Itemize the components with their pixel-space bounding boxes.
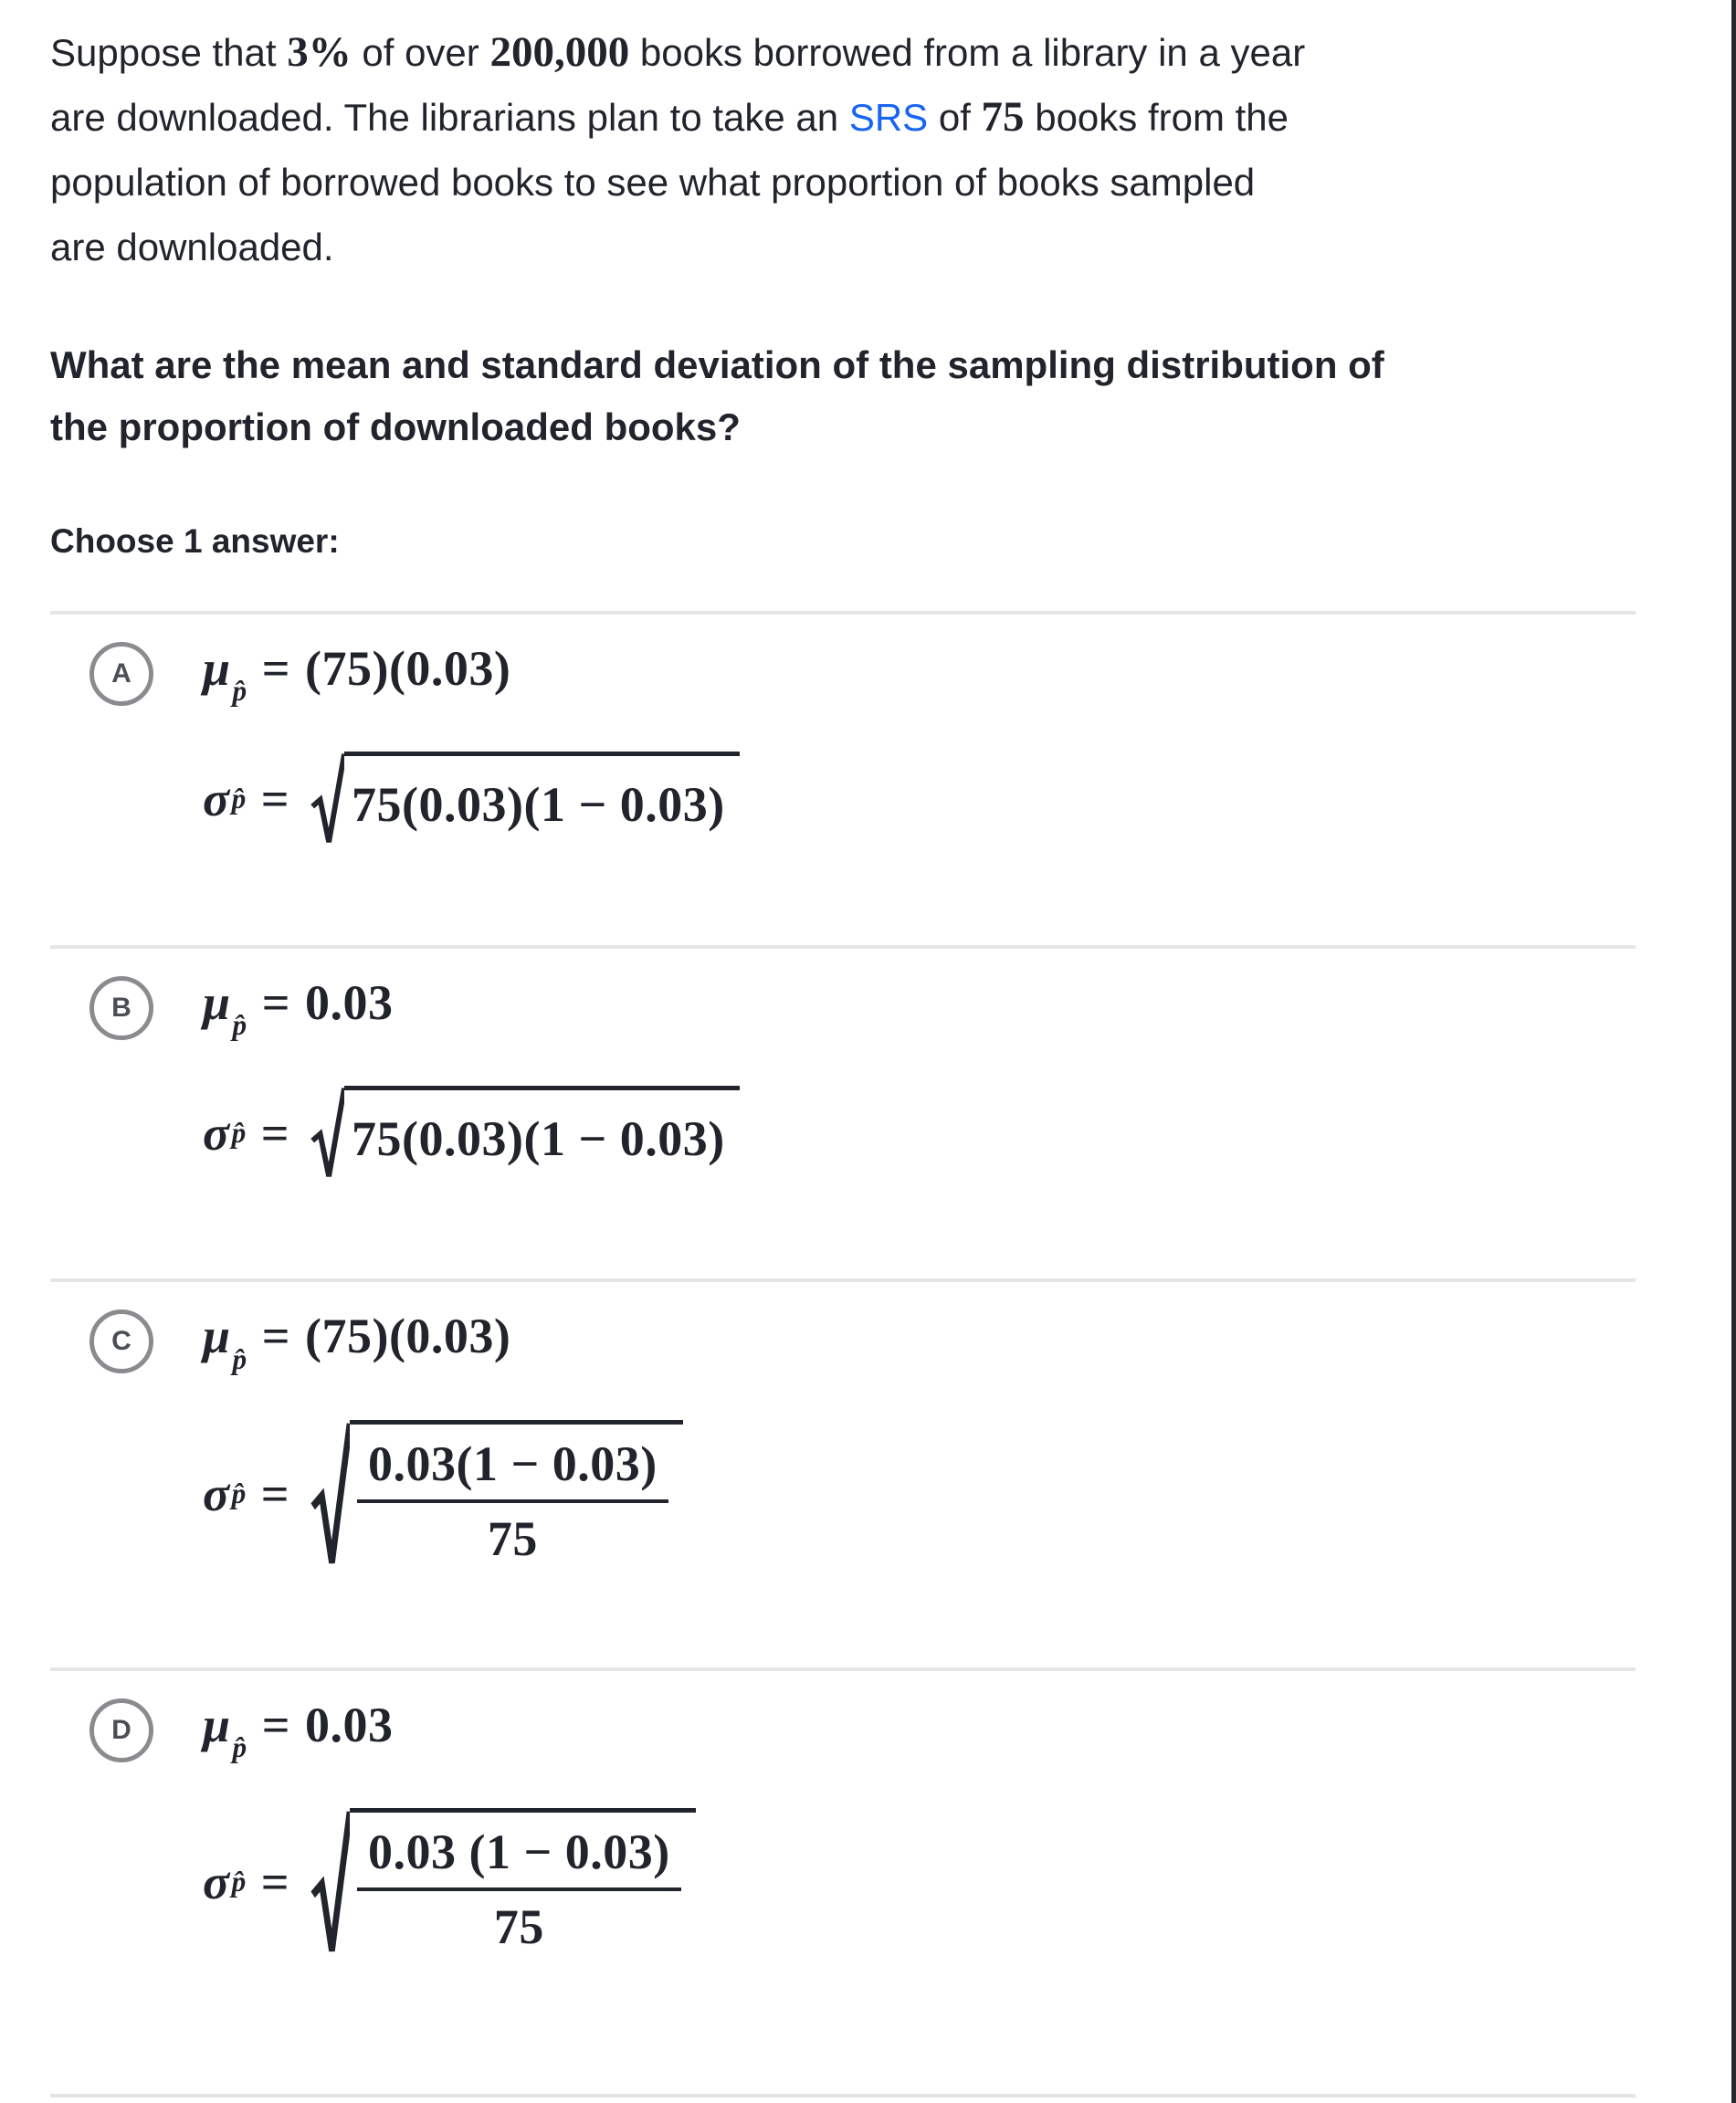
answer-option-a[interactable]	[50, 615, 1636, 945]
answer-option-c[interactable]	[50, 1282, 1636, 1667]
option-d-radio[interactable]: D	[89, 1698, 153, 1762]
phat-subscript: p̂	[232, 675, 247, 708]
mu-value: (75)(0.03)	[304, 1309, 511, 1364]
radical-sign-icon	[310, 1808, 350, 1957]
sigma-symbol: σ	[203, 1467, 230, 1522]
question-text: What are the mean and standard deviation of the sampling distribution of the proportion of downloaded books?	[50, 343, 1384, 448]
phat-subscript: p̂	[232, 1008, 247, 1041]
problem-text: Suppose that	[50, 31, 288, 74]
phat-subscript: p̂	[231, 782, 247, 815]
mu-value: (75)(0.03)	[304, 641, 511, 696]
radicand: 75(0.03)(1 − 0.03)	[352, 777, 725, 833]
sigma-symbol: σ	[203, 1105, 230, 1161]
math-number: 3%	[287, 28, 352, 76]
option-c-mu-equation	[203, 1308, 510, 1375]
phat-subscript: p̂	[232, 1730, 247, 1763]
radical-sign-icon	[310, 1420, 350, 1569]
choose-prompt: Choose 1 answer:	[50, 522, 340, 560]
equals-sign: =	[260, 1105, 290, 1161]
fraction	[357, 1822, 681, 1955]
mu-symbol: μ	[203, 974, 231, 1030]
divider	[50, 2094, 1636, 2098]
fraction	[357, 1434, 668, 1567]
equals-sign: =	[261, 1309, 290, 1364]
problem-statement: Suppose that 3% of over 200,000 books borrowed from a library in a year are downloaded. The librarians plan to take an SRS of 75 books from the population of borrowed books to see what proportion of books sampled are downloaded.	[50, 28, 1306, 268]
phat-subscript: p̂	[231, 1866, 247, 1898]
phat-subscript: p̂	[231, 1477, 247, 1510]
equals-sign: =	[260, 1467, 290, 1522]
square-root	[310, 1420, 683, 1569]
sigma-symbol: σ	[203, 771, 230, 826]
math-number: 200,000	[489, 28, 630, 76]
option-c-sigma-equation	[203, 1420, 1636, 1569]
mu-symbol: μ	[203, 1697, 231, 1752]
radical-sign-icon	[310, 1086, 344, 1180]
equals-sign: =	[261, 641, 290, 696]
equals-sign: =	[261, 974, 290, 1030]
fraction-numerator: 0.03(1 − 0.03)	[368, 1435, 658, 1491]
radical-sign-icon	[310, 752, 344, 846]
fraction-numerator: 0.03 (1 − 0.03)	[368, 1824, 670, 1879]
fraction-denominator: 75	[487, 1510, 538, 1566]
radicand: 75(0.03)(1 − 0.03)	[352, 1111, 725, 1167]
mu-value: 0.03	[304, 1697, 394, 1752]
option-b-sigma-equation	[203, 1086, 1636, 1180]
phat-subscript: p̂	[232, 1342, 247, 1375]
answer-option-d[interactable]	[50, 1671, 1636, 2094]
sigma-symbol: σ	[203, 1855, 230, 1910]
equals-sign: =	[260, 771, 290, 826]
square-root	[310, 752, 740, 846]
square-root	[310, 1808, 696, 1957]
option-c-radio[interactable]: C	[89, 1309, 153, 1373]
equals-sign: =	[261, 1697, 290, 1752]
window-right-border	[1731, 0, 1736, 2103]
option-a-radio[interactable]: A	[89, 642, 153, 706]
mu-symbol: μ	[203, 641, 231, 696]
srs-link[interactable]: SRS	[848, 96, 929, 139]
exercise-panel	[50, 0, 1636, 2098]
option-d-sigma-equation	[203, 1808, 1636, 1957]
option-b-mu-equation	[203, 974, 393, 1042]
square-root	[310, 1086, 740, 1180]
phat-subscript: p̂	[231, 1116, 247, 1149]
option-d-mu-equation	[203, 1697, 393, 1764]
math-number: 75	[981, 93, 1025, 141]
option-a-mu-equation	[203, 640, 510, 708]
fraction-denominator: 75	[493, 1898, 544, 1954]
answer-option-b[interactable]	[50, 949, 1636, 1279]
equals-sign: =	[260, 1855, 290, 1910]
mu-value: 0.03	[304, 974, 394, 1030]
option-b-radio[interactable]: B	[89, 976, 153, 1040]
option-a-sigma-equation	[203, 752, 1636, 846]
mu-symbol: μ	[203, 1309, 231, 1364]
